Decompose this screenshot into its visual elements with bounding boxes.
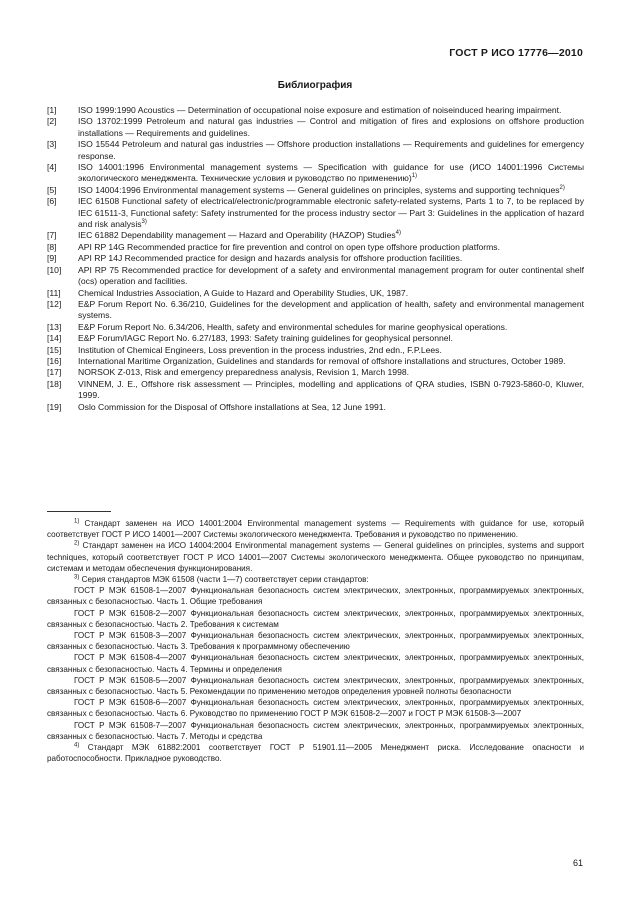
reference-text <box>78 345 584 356</box>
reference-text <box>78 253 584 264</box>
footnote-paragraph <box>47 630 584 652</box>
reference-number: [14] <box>47 333 62 344</box>
reference-text <box>78 196 584 230</box>
footnote-marker: 1) <box>411 173 418 180</box>
reference-item <box>47 356 584 367</box>
page-title: Библиография <box>277 80 353 91</box>
reference-item <box>47 288 584 299</box>
footnote-text: ГОСТ Р МЭК 61508-2—2007 Функциональная безопасность систем электрических, электронных, программируемых электронных, связанных с безопасностью. Часть 2. Требования к системам <box>47 608 584 629</box>
footnote-paragraph <box>47 720 584 742</box>
footnote-text: Стандарт МЭК 61882:2001 соответствует ГОСТ Р 51901.11—2005 Менеджмент риска. Исследование опасности и работоспособности. Прикладное руководство. <box>47 743 584 764</box>
reference-item <box>47 116 584 139</box>
reference-number: [1] <box>47 105 57 115</box>
footnote-paragraph <box>47 518 584 540</box>
footnote-marker: 3) <box>141 219 147 226</box>
reference-text-body: ISO 14004:1996 Environmental management systems — General guidelines on principles, systems and supporting techniques <box>78 184 560 195</box>
footnote-paragraph <box>47 697 584 719</box>
footnote-marker: 4) <box>395 230 401 237</box>
reference-item <box>47 185 584 196</box>
reference-text-body: ISO 15544 Petroleum and natural gas industries — Offshore production installations — Requirements and guidelines for emergency response. <box>78 139 584 161</box>
reference-text-body: Oslo Commission for the Disposal of Offshore installations at Sea, 12 June 1991. <box>78 401 386 412</box>
reference-text <box>78 402 584 413</box>
footnote-text: ГОСТ Р МЭК 61508-7—2007 Функциональная безопасность систем электрических, электронных, программируемых электронных, связанных с безопасностью. Часть 7. Методы и средства <box>47 720 584 741</box>
reference-number: [11] <box>47 287 61 298</box>
footnote-text: Стандарт заменен на ИСО 14001:2004 Environmental management systems — Requirements with guidance for use, который соответствует ГОСТ Р ИСО 14001—2007 Системы экологического менеджмента. Требования и руководство по применению. <box>47 519 584 540</box>
reference-item <box>47 402 584 413</box>
reference-number: [16] <box>47 355 62 366</box>
reference-number: [15] <box>47 344 62 355</box>
bibliography-list <box>47 105 584 413</box>
reference-text <box>78 105 584 116</box>
reference-text <box>78 265 584 288</box>
footnote-text: ГОСТ Р МЭК 61508-1—2007 Функциональная безопасность систем электрических, электронных, программируемых электронных, связанных с безопасностью. Часть 1. Общие требования <box>47 586 584 607</box>
reference-number: [13] <box>47 321 62 332</box>
reference-text <box>78 139 584 162</box>
reference-text-body: E&P Forum Report No. 6.34/206, Health, safety and environmental schedules for marine geophysical operations. <box>78 321 508 332</box>
page-number: 61 <box>572 858 583 868</box>
reference-text <box>78 322 584 333</box>
reference-text-body: Chemical Industries Association, A Guide to Hazard and Operability Studies, UK, 1987. <box>78 287 409 298</box>
reference-text <box>78 116 584 139</box>
footnote-paragraph <box>47 652 584 674</box>
footnote-text: ГОСТ Р МЭК 61508-3—2007 Функциональная безопасность систем электрических, электронных, программируемых электронных, связанных с безопасностью. Часть 3. Требования к программному обеспечению <box>47 631 584 652</box>
footnote-marker: 4) <box>74 742 80 749</box>
reference-item <box>47 322 584 333</box>
reference-number: [7] <box>47 230 57 241</box>
footnote-text: Стандарт заменен на ИСО 14004:2004 Environmental management systems — General guidelines on principles, systems and support techniques, который соответствует ГОСТ Р ИСО 14001—2007 Системы экологического менеджмента. Общее руководство по принципам, системам и методам обеспечения функционирования. <box>47 541 584 573</box>
reference-item <box>47 139 584 162</box>
reference-number: [5] <box>47 184 57 195</box>
reference-text-body: API RP 75 Recommended practice for development of a safety and environmental management program for outer continental shelf (ocs) operation and facilities. <box>78 264 584 287</box>
reference-item <box>47 299 584 322</box>
reference-item <box>47 265 584 288</box>
reference-text-body: ISO 14001:1996 Environmental management systems — Specification with guidance for use (ИСО 14001:1996 Системы экологического менеджмента. Технические условия и руководство по применению) <box>78 162 584 184</box>
footnote-paragraph <box>47 574 584 585</box>
reference-text-body: IEC 61508 Functional safety of electrical/electronic/programmable electronic safety-related systems, Parts 1 to 7, to be replaced by IEC 61511-3, Functional safety: Safety instrumented for the process industry sector — Part 3: Guidelines in the application of hazard and risk analysis <box>78 196 584 230</box>
footnote-text: Серия стандартов МЭК 61508 (части 1—7) соответствует серии стандартов: <box>79 575 369 585</box>
footnotes <box>47 518 584 764</box>
reference-text-body: API RP 14J Recommended practice for design and hazards analysis for offshore production facilities. <box>78 253 463 264</box>
reference-number: [12] <box>47 298 62 309</box>
reference-item <box>47 230 584 241</box>
reference-item <box>47 196 584 230</box>
reference-number: [19] <box>47 401 62 412</box>
footnote-text: ГОСТ Р МЭК 61508-4—2007 Функциональная безопасность систем электрических, электронных, программируемых электронных, связанных с безопасностью. Часть 4. Термины и определения <box>47 653 584 674</box>
footnote-paragraph <box>47 540 584 574</box>
reference-item <box>47 162 584 185</box>
footnote-marker: 1) <box>74 518 80 525</box>
reference-text-body: E&P Forum/IAGC Report No. 6.27/183, 1993: Safety training guidelines for geophysical personnel. <box>78 333 453 344</box>
reference-text <box>78 162 584 185</box>
reference-number: [18] <box>47 378 62 389</box>
reference-text <box>78 288 584 299</box>
reference-number: [9] <box>47 253 57 264</box>
reference-text-body: IEC 61882 Dependability management — Hazard and Operability (HAZOP) Studies <box>78 230 396 241</box>
reference-item <box>47 333 584 344</box>
reference-text <box>78 230 584 241</box>
reference-number: [17] <box>47 367 62 378</box>
reference-item <box>47 345 584 356</box>
reference-text-body: NORSOK Z-013, Risk and emergency preparedness analysis, Revision 1, March 1998. <box>78 367 410 378</box>
reference-text <box>78 367 584 378</box>
footnote-marker: 2) <box>559 184 565 191</box>
reference-number: [8] <box>47 241 57 252</box>
reference-text-body: ISO 13702:1999 Petroleum and natural gas industries — Control and mitigation of fires and explosions on offshore production installations — Requirements and guidelines. <box>78 116 584 138</box>
reference-item <box>47 253 584 264</box>
footnote-paragraph <box>47 675 584 697</box>
reference-item <box>47 242 584 253</box>
reference-text <box>78 242 584 253</box>
reference-text <box>78 356 584 367</box>
reference-text <box>78 185 584 196</box>
footnote-text: ГОСТ Р МЭК 61508-5—2007 Функциональная безопасность систем электрических, электронных, программируемых электронных, связанных с безопасностью. Часть 5. Рекомендации по применению методов определения уровней полноты безопасности <box>47 675 584 697</box>
footnote-paragraph <box>47 742 584 764</box>
reference-item <box>47 379 584 402</box>
footnote-marker: 3) <box>74 574 80 581</box>
reference-text <box>78 299 584 322</box>
reference-text-body: Institution of Chemical Engineers, Loss prevention in the process industries, 2nd edn., F.P.Lees. <box>78 344 442 355</box>
standard-header: ГОСТ Р ИСО 17776—2010 <box>449 47 583 59</box>
reference-item <box>47 105 584 116</box>
reference-number: [6] <box>47 196 57 207</box>
reference-item <box>47 367 584 378</box>
reference-text-body: VINNEM, J. E., Offshore risk assessment — Principles, modelling and applications of QRA studies, ISBN 0-7923-5860-0, Kluwer, 1999. <box>78 378 584 401</box>
footnote-marker: 2) <box>74 540 80 547</box>
reference-text <box>78 333 584 344</box>
reference-text <box>78 379 584 402</box>
footnote-divider <box>47 511 111 512</box>
reference-text-body: ISO 1999:1990 Acoustics — Determination of occupational noise exposure and estimation of noiseinduced hearing impairment. <box>78 105 562 115</box>
footnote-paragraph <box>47 608 584 630</box>
reference-number: [3] <box>47 139 57 150</box>
reference-number: [4] <box>47 162 57 173</box>
reference-text-body: API RP 14G Recommended practice for fire prevention and control on open type offshore production platforms. <box>78 241 500 252</box>
reference-number: [10] <box>47 264 62 275</box>
footnote-text: ГОСТ Р МЭК 61508-6—2007 Функциональная безопасность систем электрических, электронных, программируемых электронных, связанных с безопасностью. Часть 6. Руководство по применению ГОСТ Р МЭК 61508-2—2007 и ГОСТ Р МЭК 61508-3—2007 <box>47 698 584 719</box>
footnote-paragraph <box>47 585 584 607</box>
reference-text-body: E&P Forum Report No. 6.36/210, Guidelines for the development and application of health, safety and environmental management systems. <box>78 298 584 321</box>
reference-text-body: International Maritime Organization, Guidelines and standards for removal of offshore installations and structures, October 1989. <box>78 355 566 366</box>
reference-number: [2] <box>47 116 57 127</box>
